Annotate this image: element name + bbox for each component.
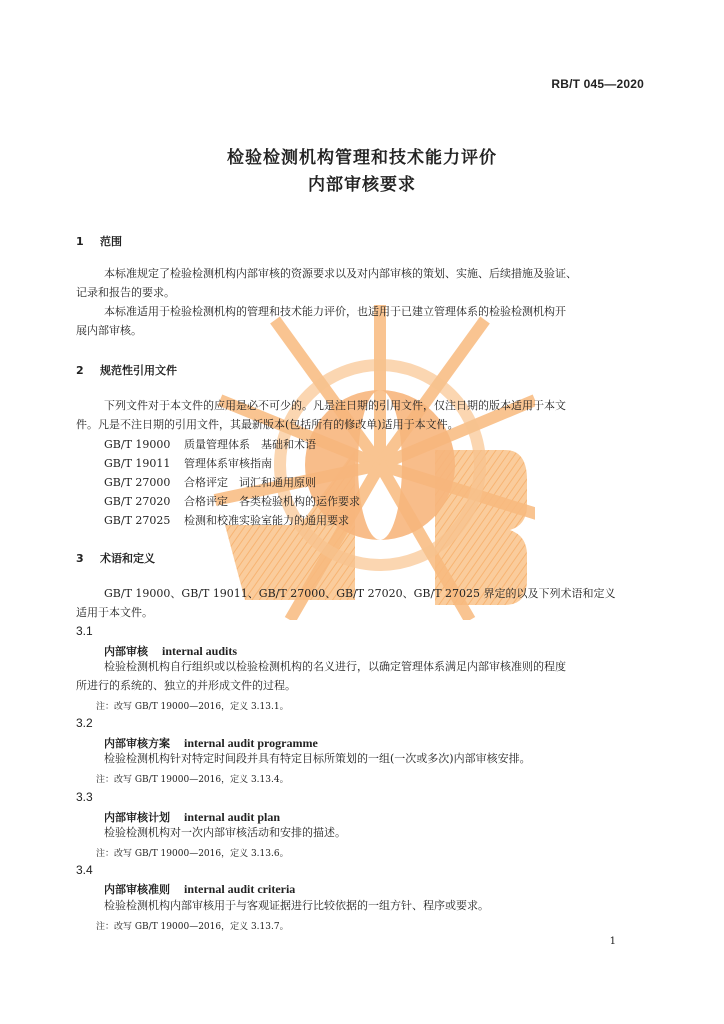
term-note: 注：改写 GB/T 19000—2016，定义 3.13.6。	[96, 849, 289, 859]
section-title: 术语和定义	[100, 552, 155, 565]
reference-title: 质量管理体系 基础和术语	[184, 438, 316, 451]
paragraph: 记录和报告的要求。	[76, 286, 175, 299]
term-note: 注：改写 GB/T 19000—2016，定义 3.13.7。	[96, 922, 289, 932]
paragraph: 件。凡是不注日期的引用文件，其最新版本(包括所有的修改单)适用于本文件。	[76, 418, 459, 431]
term-number: 3.2	[76, 716, 93, 730]
reference-title: 合格评定 词汇和通用原则	[184, 476, 316, 489]
term-heading	[104, 735, 318, 751]
section-title: 规范性引用文件	[100, 364, 177, 377]
term-en: internal audit programme	[184, 736, 318, 750]
paragraph: 展内部审核。	[76, 324, 142, 337]
reference-item	[104, 474, 316, 490]
term-en: internal audit plan	[184, 810, 281, 824]
term-note: 注：改写 GB/T 19000—2016，定义 3.13.4。	[96, 775, 289, 785]
term-definition: 检验检测机构对一次内部审核活动和安排的描述。	[104, 826, 346, 839]
reference-code: GB/T 27020	[104, 495, 171, 508]
paragraph: 下列文件对于本文件的应用是必不可少的。凡是注日期的引用文件，仅注日期的版本适用于本文	[104, 399, 566, 412]
term-definition: 检验检测机构自行组织或以检验检测机构的名义进行，以确定管理体系满足内部审核准则的程度	[104, 660, 566, 673]
document-title: 检验检测机构管理和技术能力评价	[227, 148, 497, 168]
term-zh: 内部审核方案	[104, 737, 170, 750]
document-subtitle: 内部审核要求	[308, 175, 416, 195]
term-en: internal audit criteria	[184, 882, 296, 896]
term-number: 3.4	[76, 863, 93, 877]
section-2-heading	[76, 362, 177, 378]
reference-code: GB/T 19011	[104, 457, 171, 470]
term-definition: 检验检测机构针对特定时间段并具有特定目标所策划的一组(一次或多次)内部审核安排。	[104, 752, 531, 765]
section-number: 3	[76, 552, 84, 565]
section-number: 2	[76, 364, 84, 377]
paragraph: GB/T 19000、GB/T 19011、GB/T 27000、GB/T 27020、GB/T 27025 界定的以及下列术语和定义	[104, 587, 616, 600]
reference-item	[104, 436, 316, 452]
term-en: internal audits	[162, 644, 238, 658]
section-3-heading	[76, 550, 155, 566]
reference-item	[104, 455, 272, 471]
reference-code: GB/T 27025	[104, 514, 171, 527]
paragraph: 适用于本文件。	[76, 606, 153, 619]
reference-item	[104, 493, 360, 509]
term-definition: 所进行的系统的、独立的并形成文件的过程。	[76, 679, 296, 692]
paragraph: 本标准适用于检验检测机构的管理和技术能力评价，也适用于已建立管理体系的检验检测机构开	[104, 305, 566, 318]
term-zh: 内部审核计划	[104, 811, 170, 824]
section-number: 1	[76, 235, 84, 248]
paragraph: 本标准规定了检验检测机构内部审核的资源要求以及对内部审核的策划、实施、后续措施及验证、	[104, 267, 577, 280]
page-number: 1	[609, 936, 616, 947]
term-heading	[104, 643, 237, 659]
term-heading	[104, 809, 280, 825]
term-zh: 内部审核	[104, 645, 148, 658]
term-heading	[104, 881, 295, 897]
term-number: 3.1	[76, 624, 93, 638]
reference-title: 管理体系审核指南	[184, 457, 272, 470]
reference-title: 检测和校准实验室能力的通用要求	[184, 514, 349, 527]
term-zh: 内部审核准则	[104, 883, 170, 896]
reference-title: 合格评定 各类检验机构的运作要求	[184, 495, 360, 508]
reference-item	[104, 512, 349, 528]
section-title: 范围	[100, 235, 122, 248]
reference-code: GB/T 19000	[104, 438, 171, 451]
term-note: 注：改写 GB/T 19000—2016，定义 3.13.1。	[96, 702, 289, 712]
section-1-heading	[76, 233, 122, 249]
term-definition: 检验检测机构内部审核用于与客观证据进行比较依据的一组方针、程序或要求。	[104, 899, 489, 912]
reference-code: GB/T 27000	[104, 476, 171, 489]
term-number: 3.3	[76, 790, 93, 804]
standard-code: RB/T 045—2020	[551, 77, 644, 91]
